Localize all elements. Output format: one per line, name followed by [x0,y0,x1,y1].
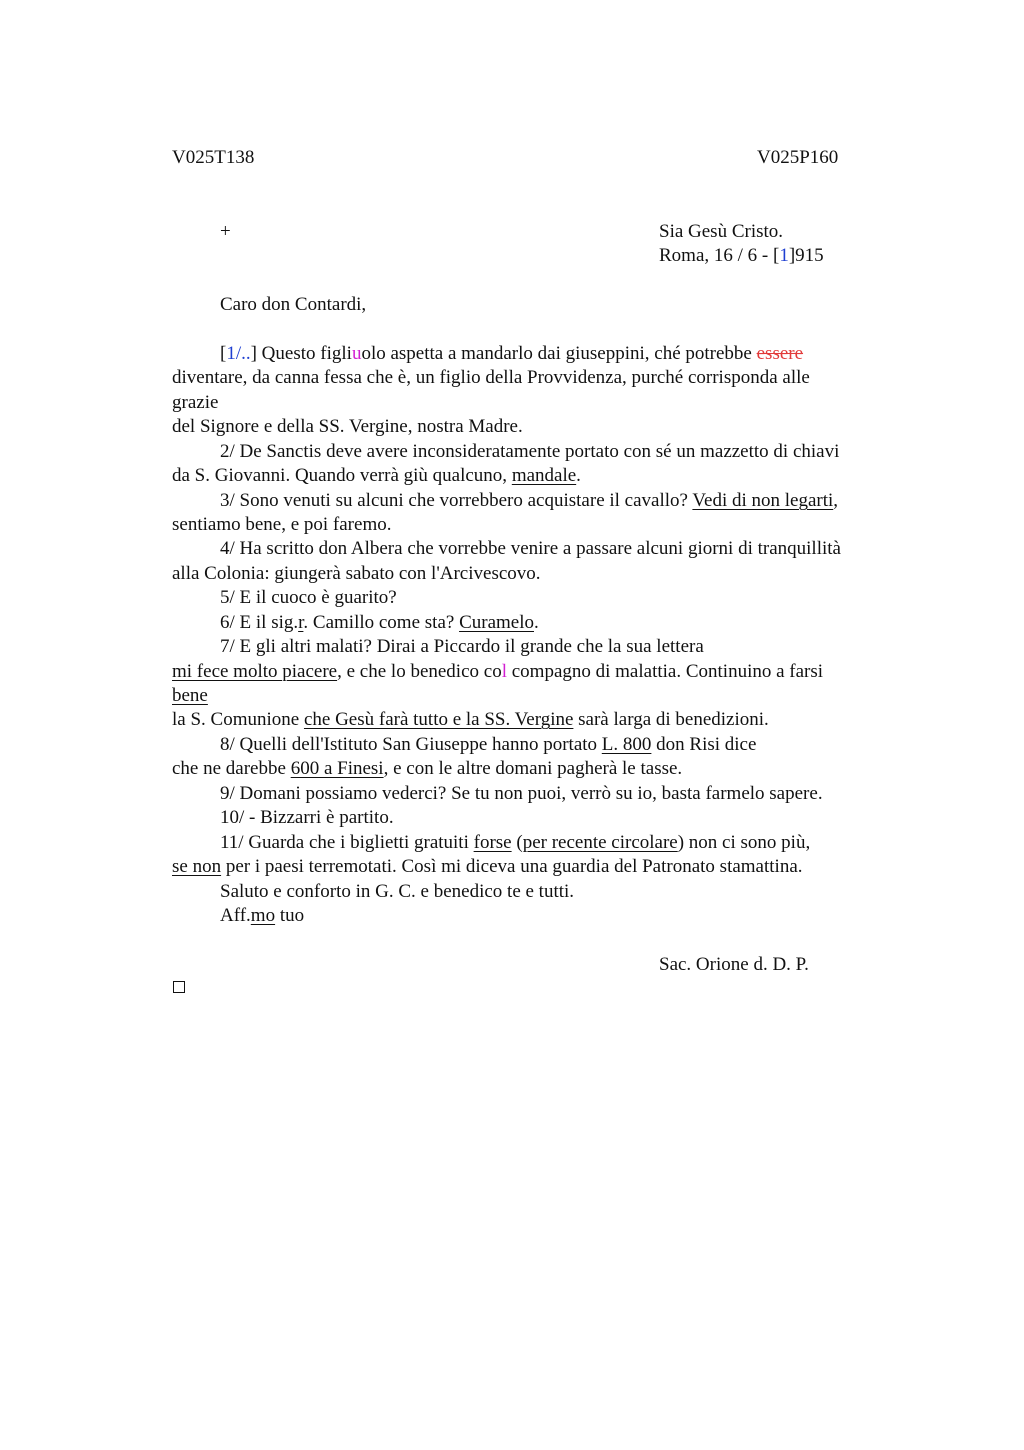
underlined-text: Vedi di non legarti [692,490,834,511]
date-bracket-digit: 1 [779,245,789,266]
text-segment: Aff. [220,905,251,926]
text-segment: , [833,490,839,511]
paragraph-1-line-3: grazie [172,392,219,413]
corrected-letter: u [351,343,362,364]
underlined-text: r [298,612,304,633]
text-segment: da S. Giovanni. Quando verrà giù qualcuno, [172,465,512,486]
paragraph-6-line-1 [220,611,539,635]
text-segment: per i paesi terremotati. Così mi diceva una guardia del Patronato stamattina. [221,856,803,877]
text-segment: ) non ci sono più, [677,832,811,853]
deleted-word: essere [756,343,804,364]
paragraph-11-line-2 [172,855,803,879]
signature: Sac. Orione d. D. P. [659,954,809,975]
text-segment: 8/ Quelli dell'Istituto San Giuseppe hanno portato [220,734,602,755]
cross-symbol: + [220,221,231,242]
closing-affectionate [220,904,304,928]
paragraph-10-line-1: 10/ - Bizzarri è partito. [220,807,394,828]
paragraph-4-line-1: 4/ Ha scritto don Albera che vorrebbe venire a passare alcuni giorni di tranquillità [220,538,841,559]
text-segment: 11/ Guarda che i biglietti gratuiti [220,832,474,853]
text-segment: 3/ Sono venuti su alcuni che vorrebbero acquistare il cavallo? [220,490,693,511]
paragraph-1-line-4: del Signore e della SS. Vergine, nostra Madre. [172,416,523,437]
underlined-text: mandale [511,465,577,486]
text-segment: . Camillo come sta? [303,612,460,633]
underlined-text: Curamelo [459,612,534,633]
underlined-text: 600 a Finesi [290,758,384,779]
document-code-right: V025P160 [757,147,839,168]
underlined-text: bene [172,685,208,706]
corrected-letter: l [501,661,507,682]
text-segment: , e con le altre domani pagherà le tasse. [383,758,683,779]
paragraph-5-line-1: 5/ E il cuoco è guarito? [220,587,397,608]
text-segment: che ne darebbe [172,758,291,779]
date-suffix: ]915 [788,245,824,266]
invocation: Sia Gesù Cristo. [659,221,784,242]
paragraph-4-line-2: alla Colonia: giungerà sabato con l'Arcivescovo. [172,563,541,584]
paragraph-8-line-1 [220,733,756,757]
date-prefix: Roma, 16 / 6 - [ [659,245,780,266]
underlined-text: mi fece molto piacere [172,661,338,682]
paragraph-9-line-1: 9/ Domani possiamo vederci? Se tu non puoi, verrò su io, basta farmelo sapere. [220,783,823,804]
paragraph-2-line-2 [172,464,581,488]
underlined-text: per recente circolare [522,832,678,853]
text-segment: sarà larga di benedizioni. [573,709,769,730]
text-segment: 6/ E il sig. [220,612,299,633]
paragraph-1-line-2: diventare, da canna fessa che è, un figlio della Provvidenza, purché corrisponda alle [172,367,810,388]
paragraph-8-line-2 [172,757,682,781]
text-segment: . [576,465,581,486]
paragraph-number-editorial: 1/.. [226,343,251,364]
underlined-text: L. 800 [601,734,652,755]
text-segment: tuo [275,905,305,926]
square-box-icon [173,981,185,993]
document-code-left: V025T138 [172,147,255,168]
text-segment: olo aspetta a mandarlo dai giuseppini, ché potrebbe [361,343,757,364]
paragraph-7-line-4 [172,708,769,732]
paragraph-11-line-1 [220,831,810,855]
underlined-text: se non [172,856,222,877]
underlined-text: che Gesù farà tutto e la SS. Vergine [303,709,574,730]
paragraph-3-line-1 [220,489,838,513]
underlined-text: mo [250,905,276,926]
underlined-text: forse [473,832,512,853]
text-segment: ( [511,832,523,853]
date-line [659,244,824,268]
bracket-open: [ [220,343,227,364]
text-segment: la S. Comunione [172,709,304,730]
paragraph-2-line-1: 2/ De Sanctis deve avere inconsideratamente portato con sé un mazzetto di chiavi [220,441,840,462]
salutation: Caro don Contardi, [220,294,367,315]
text-segment: don Risi dice [651,734,757,755]
text-segment: compagno di malattia. Continuino a farsi [506,661,824,682]
text-segment: ] Questo figli [250,343,352,364]
paragraph-3-line-2: sentiamo bene, e poi faremo. [172,514,392,535]
paragraph-1-line-1 [220,342,803,366]
closing-greeting: Saluto e conforto in G. C. e benedico te e tutti. [220,881,575,902]
text-segment: , e che lo benedico co [337,661,502,682]
text-segment: . [534,612,539,633]
paragraph-7-line-2 [172,660,823,684]
paragraph-7-line-1: 7/ E gli altri malati? Dirai a Piccardo il grande che la sua lettera [220,636,704,657]
paragraph-7-line-3 [172,684,208,708]
